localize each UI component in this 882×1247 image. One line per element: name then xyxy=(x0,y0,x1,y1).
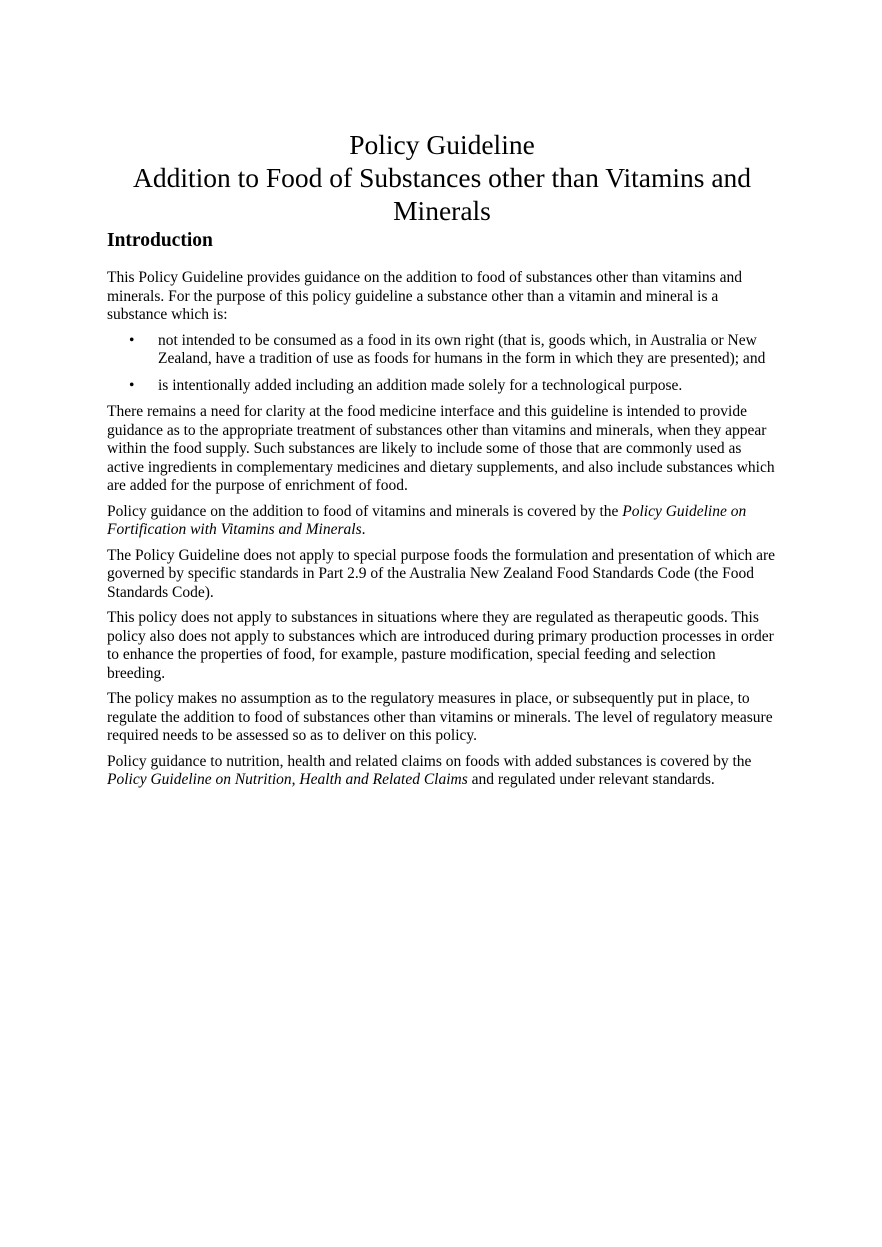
bullet-icon: • xyxy=(129,331,135,349)
fortification-text: Policy guidance on the addition to food of vitamins and minerals is covered by the xyxy=(107,502,623,520)
intro-paragraph: This Policy Guideline provides guidance on the addition to food of substances other than vitamins and minerals. For the purpose of this policy guideline a substance other than a vitamin and mineral is a substance which is: xyxy=(107,269,742,323)
fortification-guideline-title: Policy Guideline on Fortification with Vitamins and Minerals xyxy=(107,502,747,538)
title-line-2: Addition to Food of Substances other than Vitamins and xyxy=(132,162,752,193)
therapeutic-paragraph: This policy does not apply to substances in situations where they are regulated as therapeutic goods. This policy also does not apply to substances which are introduced during primary production processes in order to enhance the properties of food, for example, pasture modification, special feeding and selection breeding. xyxy=(107,609,774,682)
bullet-icon: • xyxy=(129,376,135,394)
title-line-3: Minerals xyxy=(393,195,491,226)
fortification-text-end: . xyxy=(361,521,366,538)
fortification-paragraph xyxy=(107,503,777,540)
bullet-item-2 xyxy=(107,377,777,396)
bullet-item-1 xyxy=(107,332,777,369)
clarity-paragraph: There remains a need for clarity at the food medicine interface and this guideline is intended to provide guidance as to the appropriate treatment of substances other than vitamins and minerals, when they appear within the food supply. Such substances are likely to include some of those that are commonly used as active ingredients in complementary medicines and dietary supplements, and also include substances which are added for the purpose of enrichment of food. xyxy=(107,403,775,494)
claims-text-end: and regulated under relevant standards. xyxy=(467,771,715,788)
document-page xyxy=(107,128,777,797)
definition-bullet-list xyxy=(107,332,777,396)
claims-paragraph xyxy=(107,753,777,790)
bullet-text: is intentionally added including an addition made solely for a technological purpose. xyxy=(158,376,683,394)
claims-guideline-title: Policy Guideline on Nutrition, Health and Related Claims xyxy=(107,771,468,788)
introduction-heading: Introduction xyxy=(107,230,213,251)
document-title xyxy=(107,128,777,227)
regulatory-paragraph: The policy makes no assumption as to the regulatory measures in place, or subsequently put in place, to regulate the addition to food of substances other than vitamins or minerals. The level of regulatory measure required needs to be assessed so as to deliver on this policy. xyxy=(107,690,773,744)
bullet-text: not intended to be consumed as a food in its own right (that is, goods which, in Australia or New Zealand, have a tradition of use as foods for humans in the form in which they are presented); and xyxy=(158,331,766,367)
title-line-1: Policy Guideline xyxy=(349,129,535,160)
special-purpose-paragraph: The Policy Guideline does not apply to special purpose foods the formulation and presentation of which are governed by specific standards in Part 2.9 of the Australia New Zealand Food Standards Code (the Food Standards Code). xyxy=(107,546,776,601)
claims-text: Policy guidance to nutrition, health and related claims on foods with added substances is covered by the xyxy=(107,752,752,770)
